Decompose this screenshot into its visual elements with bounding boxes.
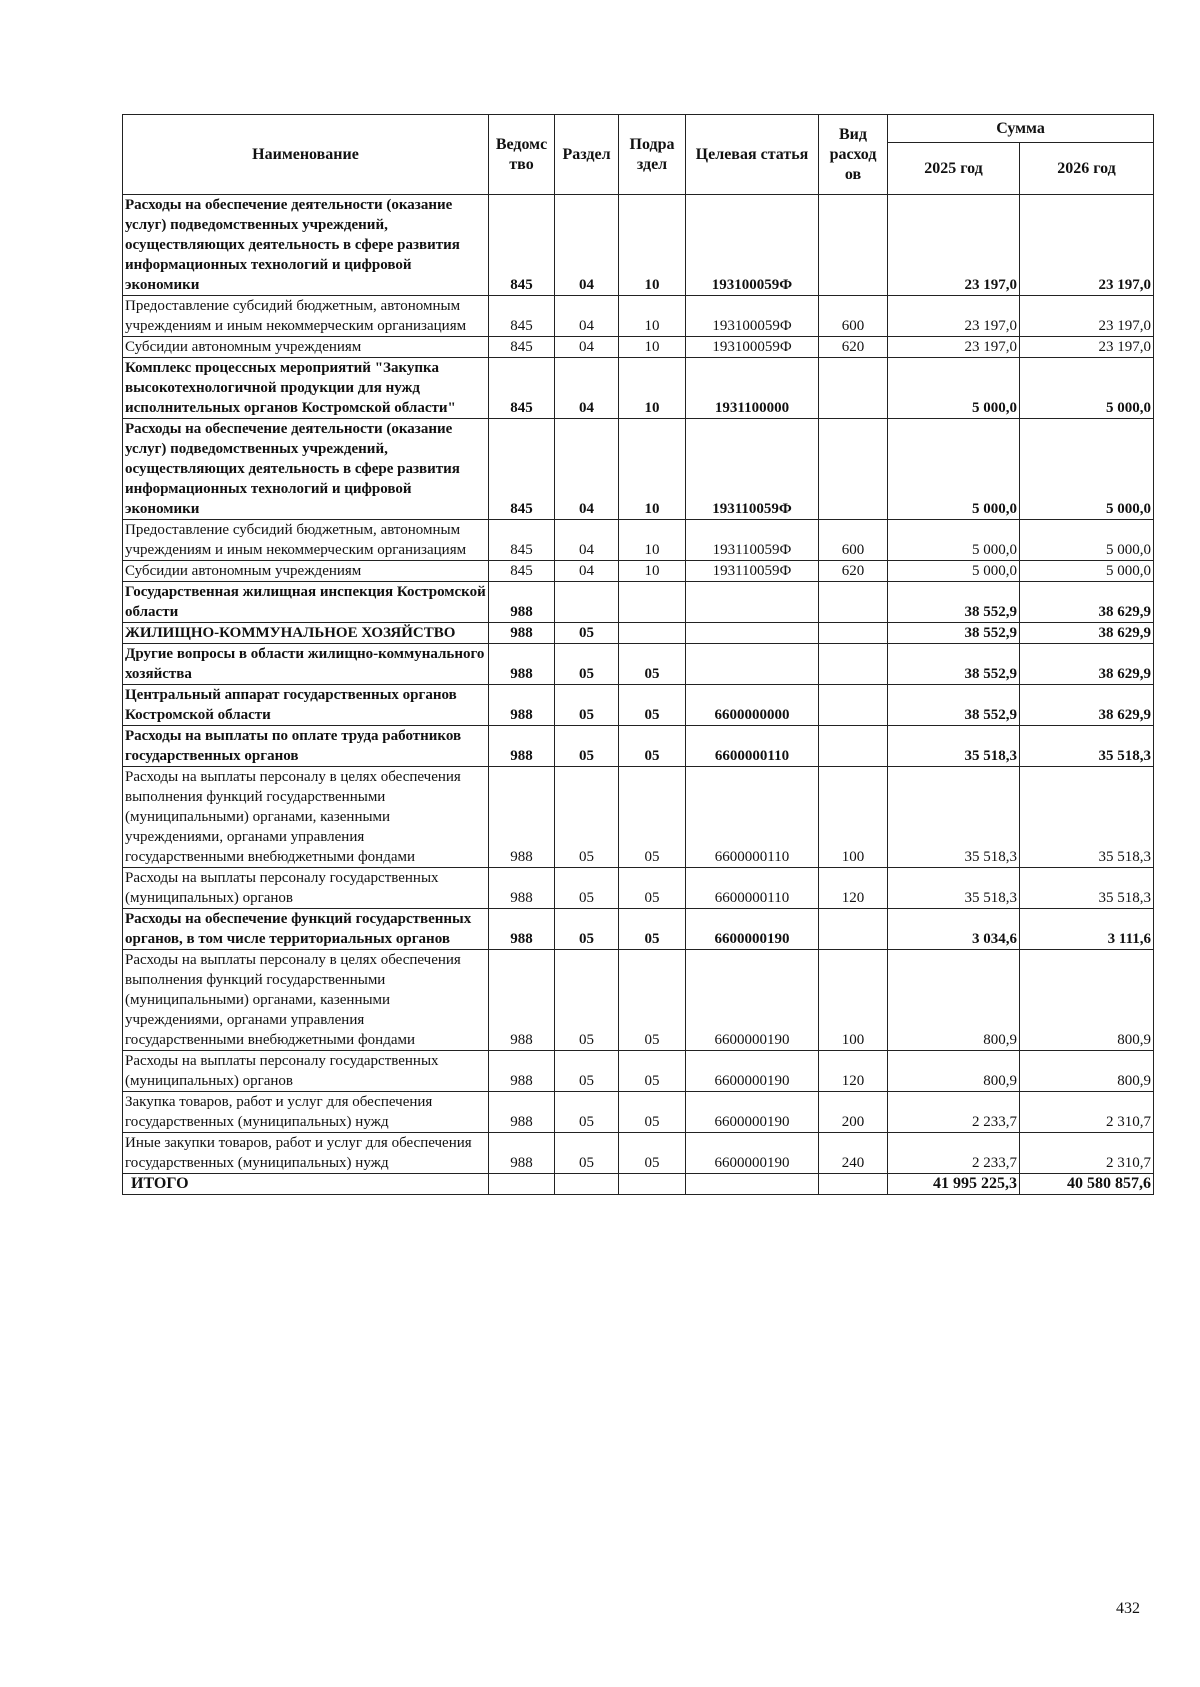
cell-vid-rashodov: 600 bbox=[819, 520, 888, 561]
cell-celevaya-statya: 6600000110 bbox=[686, 868, 819, 909]
cell-podrazdel: 10 bbox=[619, 561, 686, 582]
cell-celevaya-statya: 6600000190 bbox=[686, 950, 819, 1051]
cell-sum-2026: 2 310,7 bbox=[1020, 1133, 1154, 1174]
cell-vedomstvo: 988 bbox=[489, 582, 555, 623]
cell-vedomstvo: 988 bbox=[489, 767, 555, 868]
cell-vedomstvo: 988 bbox=[489, 685, 555, 726]
cell-sum-2025: 5 000,0 bbox=[888, 520, 1020, 561]
cell-name: Центральный аппарат государственных органов Костромской области bbox=[123, 685, 489, 726]
cell-razdel: 05 bbox=[555, 909, 619, 950]
page-number: 432 bbox=[1116, 1600, 1140, 1617]
cell-sum-2026: 5 000,0 bbox=[1020, 358, 1154, 419]
cell-vedomstvo: 845 bbox=[489, 195, 555, 296]
cell-podrazdel: 05 bbox=[619, 767, 686, 868]
cell-celevaya-statya bbox=[686, 644, 819, 685]
cell-vedomstvo: 845 bbox=[489, 520, 555, 561]
cell-sum-2025: 23 197,0 bbox=[888, 296, 1020, 337]
cell-celevaya-statya: 193100059Ф bbox=[686, 296, 819, 337]
cell-vedomstvo: 988 bbox=[489, 950, 555, 1051]
cell-sum-2025: 38 552,9 bbox=[888, 644, 1020, 685]
cell-razdel: 05 bbox=[555, 767, 619, 868]
cell-vedomstvo: 988 bbox=[489, 868, 555, 909]
cell-name: Расходы на выплаты персоналу государственных (муниципальных) органов bbox=[123, 1051, 489, 1092]
total-row bbox=[123, 1174, 1154, 1195]
cell-sum-2026: 23 197,0 bbox=[1020, 337, 1154, 358]
cell-vedomstvo: 988 bbox=[489, 1092, 555, 1133]
table-body bbox=[123, 195, 1154, 1195]
total-empty-cell bbox=[619, 1174, 686, 1195]
cell-sum-2025: 35 518,3 bbox=[888, 767, 1020, 868]
cell-razdel: 04 bbox=[555, 337, 619, 358]
cell-vid-rashodov bbox=[819, 582, 888, 623]
table-row bbox=[123, 195, 1154, 296]
table-row bbox=[123, 358, 1154, 419]
cell-celevaya-statya: 6600000110 bbox=[686, 767, 819, 868]
cell-name: Субсидии автономным учреждениям bbox=[123, 337, 489, 358]
table-row bbox=[123, 868, 1154, 909]
cell-vedomstvo: 988 bbox=[489, 1133, 555, 1174]
cell-razdel: 05 bbox=[555, 1133, 619, 1174]
cell-sum-2025: 38 552,9 bbox=[888, 582, 1020, 623]
cell-podrazdel: 10 bbox=[619, 337, 686, 358]
header-vedomstvo: Ведомс тво bbox=[489, 115, 555, 195]
table-row bbox=[123, 1092, 1154, 1133]
cell-name: Расходы на обеспечение функций государственных органов, в том числе территориальных органов bbox=[123, 909, 489, 950]
cell-sum-2026: 38 629,9 bbox=[1020, 582, 1154, 623]
table-row bbox=[123, 909, 1154, 950]
table-row bbox=[123, 623, 1154, 644]
header-celevaya-statya: Целевая статья bbox=[686, 115, 819, 195]
total-empty-cell bbox=[819, 1174, 888, 1195]
budget-table-sheet bbox=[122, 114, 1153, 1195]
cell-razdel: 05 bbox=[555, 1051, 619, 1092]
cell-vid-rashodov bbox=[819, 623, 888, 644]
cell-vid-rashodov: 600 bbox=[819, 296, 888, 337]
cell-celevaya-statya: 193110059Ф bbox=[686, 520, 819, 561]
cell-vedomstvo: 845 bbox=[489, 296, 555, 337]
cell-podrazdel bbox=[619, 623, 686, 644]
total-label: ИТОГО bbox=[123, 1174, 489, 1195]
cell-celevaya-statya: 193110059Ф bbox=[686, 561, 819, 582]
table-header bbox=[123, 115, 1154, 195]
cell-razdel: 05 bbox=[555, 623, 619, 644]
table-row bbox=[123, 950, 1154, 1051]
cell-vedomstvo: 988 bbox=[489, 726, 555, 767]
cell-razdel: 04 bbox=[555, 561, 619, 582]
header-podrazdel: Подра здел bbox=[619, 115, 686, 195]
cell-sum-2025: 800,9 bbox=[888, 1051, 1020, 1092]
cell-celevaya-statya: 6600000190 bbox=[686, 1092, 819, 1133]
cell-vid-rashodov bbox=[819, 419, 888, 520]
cell-sum-2025: 35 518,3 bbox=[888, 726, 1020, 767]
cell-podrazdel: 05 bbox=[619, 909, 686, 950]
cell-podrazdel: 10 bbox=[619, 358, 686, 419]
cell-razdel bbox=[555, 582, 619, 623]
cell-vedomstvo: 845 bbox=[489, 358, 555, 419]
cell-razdel: 05 bbox=[555, 644, 619, 685]
cell-name: Предоставление субсидий бюджетным, автономным учреждениям и иным некоммерческим организациям bbox=[123, 520, 489, 561]
cell-razdel: 04 bbox=[555, 195, 619, 296]
cell-sum-2025: 3 034,6 bbox=[888, 909, 1020, 950]
cell-celevaya-statya: 6600000190 bbox=[686, 1133, 819, 1174]
cell-sum-2026: 5 000,0 bbox=[1020, 561, 1154, 582]
cell-name: Расходы на обеспечение деятельности (оказание услуг) подведомственных учреждений, осуществляющих деятельность в сфере развития информационных технологий и цифровой экономики bbox=[123, 419, 489, 520]
cell-celevaya-statya: 193100059Ф bbox=[686, 195, 819, 296]
cell-podrazdel bbox=[619, 582, 686, 623]
cell-podrazdel: 10 bbox=[619, 520, 686, 561]
cell-sum-2026: 35 518,3 bbox=[1020, 868, 1154, 909]
header-year-2026: 2026 год bbox=[1020, 143, 1154, 195]
cell-sum-2025: 5 000,0 bbox=[888, 358, 1020, 419]
cell-podrazdel: 05 bbox=[619, 644, 686, 685]
table-row bbox=[123, 520, 1154, 561]
header-razdel: Раздел bbox=[555, 115, 619, 195]
cell-vedomstvo: 845 bbox=[489, 337, 555, 358]
cell-razdel: 05 bbox=[555, 868, 619, 909]
cell-sum-2026: 38 629,9 bbox=[1020, 685, 1154, 726]
cell-razdel: 05 bbox=[555, 950, 619, 1051]
cell-name: Расходы на выплаты персоналу государственных (муниципальных) органов bbox=[123, 868, 489, 909]
cell-celevaya-statya: 193100059Ф bbox=[686, 337, 819, 358]
cell-celevaya-statya: 6600000190 bbox=[686, 1051, 819, 1092]
cell-sum-2026: 2 310,7 bbox=[1020, 1092, 1154, 1133]
table-row bbox=[123, 582, 1154, 623]
cell-vedomstvo: 988 bbox=[489, 644, 555, 685]
cell-vid-rashodov: 240 bbox=[819, 1133, 888, 1174]
cell-name: Субсидии автономным учреждениям bbox=[123, 561, 489, 582]
cell-sum-2026: 800,9 bbox=[1020, 1051, 1154, 1092]
cell-razdel: 04 bbox=[555, 520, 619, 561]
cell-celevaya-statya: 193110059Ф bbox=[686, 419, 819, 520]
total-sum-2025: 41 995 225,3 bbox=[888, 1174, 1020, 1195]
cell-name: Расходы на выплаты персоналу в целях обеспечения выполнения функций государственными (муниципальными) органами, казенными учреждениями, органами управления государственными внебюджетными фондами bbox=[123, 950, 489, 1051]
cell-vid-rashodov: 120 bbox=[819, 1051, 888, 1092]
cell-podrazdel: 05 bbox=[619, 726, 686, 767]
total-empty-cell bbox=[489, 1174, 555, 1195]
cell-name: Расходы на выплаты персоналу в целях обеспечения выполнения функций государственными (муниципальными) органами, казенными учреждениями, органами управления государственными внебюджетными фондами bbox=[123, 767, 489, 868]
table-row bbox=[123, 726, 1154, 767]
cell-sum-2025: 2 233,7 bbox=[888, 1092, 1020, 1133]
budget-table bbox=[122, 114, 1154, 1195]
cell-vid-rashodov: 120 bbox=[819, 868, 888, 909]
cell-sum-2026: 35 518,3 bbox=[1020, 726, 1154, 767]
cell-celevaya-statya: 6600000110 bbox=[686, 726, 819, 767]
header-year-2025: 2025 год bbox=[888, 143, 1020, 195]
cell-vid-rashodov bbox=[819, 358, 888, 419]
total-empty-cell bbox=[686, 1174, 819, 1195]
cell-sum-2026: 38 629,9 bbox=[1020, 644, 1154, 685]
cell-vid-rashodov bbox=[819, 195, 888, 296]
cell-sum-2026: 23 197,0 bbox=[1020, 296, 1154, 337]
cell-celevaya-statya bbox=[686, 623, 819, 644]
cell-razdel: 04 bbox=[555, 358, 619, 419]
cell-sum-2026: 38 629,9 bbox=[1020, 623, 1154, 644]
cell-sum-2025: 5 000,0 bbox=[888, 561, 1020, 582]
table-row bbox=[123, 337, 1154, 358]
cell-sum-2026: 800,9 bbox=[1020, 950, 1154, 1051]
cell-podrazdel: 05 bbox=[619, 1133, 686, 1174]
cell-sum-2026: 5 000,0 bbox=[1020, 419, 1154, 520]
cell-name: Иные закупки товаров, работ и услуг для обеспечения государственных (муниципальных) нужд bbox=[123, 1133, 489, 1174]
table-row bbox=[123, 1051, 1154, 1092]
cell-vid-rashodov bbox=[819, 644, 888, 685]
header-summa: Сумма bbox=[888, 115, 1154, 143]
cell-vedomstvo: 988 bbox=[489, 909, 555, 950]
table-row bbox=[123, 767, 1154, 868]
cell-name: Комплекс процессных мероприятий "Закупка высокотехнологичной продукции для нужд исполнительных органов Костромской области" bbox=[123, 358, 489, 419]
cell-podrazdel: 05 bbox=[619, 950, 686, 1051]
cell-podrazdel: 10 bbox=[619, 296, 686, 337]
cell-celevaya-statya: 6600000000 bbox=[686, 685, 819, 726]
cell-vid-rashodov: 620 bbox=[819, 337, 888, 358]
cell-vid-rashodov: 200 bbox=[819, 1092, 888, 1133]
cell-sum-2025: 23 197,0 bbox=[888, 337, 1020, 358]
total-empty-cell bbox=[555, 1174, 619, 1195]
cell-sum-2026: 3 111,6 bbox=[1020, 909, 1154, 950]
header-vid-rashodov: Вид расход ов bbox=[819, 115, 888, 195]
cell-razdel: 05 bbox=[555, 685, 619, 726]
total-sum-2026: 40 580 857,6 bbox=[1020, 1174, 1154, 1195]
cell-sum-2025: 38 552,9 bbox=[888, 685, 1020, 726]
cell-sum-2025: 38 552,9 bbox=[888, 623, 1020, 644]
cell-podrazdel: 05 bbox=[619, 1092, 686, 1133]
cell-podrazdel: 05 bbox=[619, 868, 686, 909]
cell-sum-2026: 5 000,0 bbox=[1020, 520, 1154, 561]
cell-vid-rashodov: 100 bbox=[819, 950, 888, 1051]
cell-vid-rashodov: 100 bbox=[819, 767, 888, 868]
cell-celevaya-statya: 1931100000 bbox=[686, 358, 819, 419]
cell-celevaya-statya: 6600000190 bbox=[686, 909, 819, 950]
cell-sum-2025: 23 197,0 bbox=[888, 195, 1020, 296]
table-row bbox=[123, 419, 1154, 520]
cell-name: Расходы на выплаты по оплате труда работников государственных органов bbox=[123, 726, 489, 767]
cell-razdel: 05 bbox=[555, 1092, 619, 1133]
header-name: Наименование bbox=[123, 115, 489, 195]
cell-vedomstvo: 988 bbox=[489, 623, 555, 644]
cell-name: Закупка товаров, работ и услуг для обеспечения государственных (муниципальных) нужд bbox=[123, 1092, 489, 1133]
cell-vid-rashodov bbox=[819, 726, 888, 767]
cell-podrazdel: 10 bbox=[619, 419, 686, 520]
cell-name: Государственная жилищная инспекция Костромской области bbox=[123, 582, 489, 623]
cell-sum-2025: 5 000,0 bbox=[888, 419, 1020, 520]
cell-name: ЖИЛИЩНО-КОММУНАЛЬНОЕ ХОЗЯЙСТВО bbox=[123, 623, 489, 644]
table-row bbox=[123, 644, 1154, 685]
cell-name: Другие вопросы в области жилищно-коммунального хозяйства bbox=[123, 644, 489, 685]
cell-sum-2026: 23 197,0 bbox=[1020, 195, 1154, 296]
cell-podrazdel: 05 bbox=[619, 1051, 686, 1092]
cell-podrazdel: 10 bbox=[619, 195, 686, 296]
cell-name: Расходы на обеспечение деятельности (оказание услуг) подведомственных учреждений, осуществляющих деятельность в сфере развития информационных технологий и цифровой экономики bbox=[123, 195, 489, 296]
cell-sum-2025: 35 518,3 bbox=[888, 868, 1020, 909]
cell-vedomstvo: 845 bbox=[489, 419, 555, 520]
cell-celevaya-statya bbox=[686, 582, 819, 623]
cell-vid-rashodov bbox=[819, 685, 888, 726]
table-row bbox=[123, 561, 1154, 582]
table-row bbox=[123, 685, 1154, 726]
cell-razdel: 04 bbox=[555, 419, 619, 520]
cell-vedomstvo: 845 bbox=[489, 561, 555, 582]
cell-vid-rashodov: 620 bbox=[819, 561, 888, 582]
cell-sum-2025: 2 233,7 bbox=[888, 1133, 1020, 1174]
cell-sum-2025: 800,9 bbox=[888, 950, 1020, 1051]
cell-name: Предоставление субсидий бюджетным, автономным учреждениям и иным некоммерческим организациям bbox=[123, 296, 489, 337]
table-row bbox=[123, 1133, 1154, 1174]
table-row bbox=[123, 296, 1154, 337]
cell-sum-2026: 35 518,3 bbox=[1020, 767, 1154, 868]
cell-vid-rashodov bbox=[819, 909, 888, 950]
cell-podrazdel: 05 bbox=[619, 685, 686, 726]
cell-vedomstvo: 988 bbox=[489, 1051, 555, 1092]
cell-razdel: 05 bbox=[555, 726, 619, 767]
cell-razdel: 04 bbox=[555, 296, 619, 337]
